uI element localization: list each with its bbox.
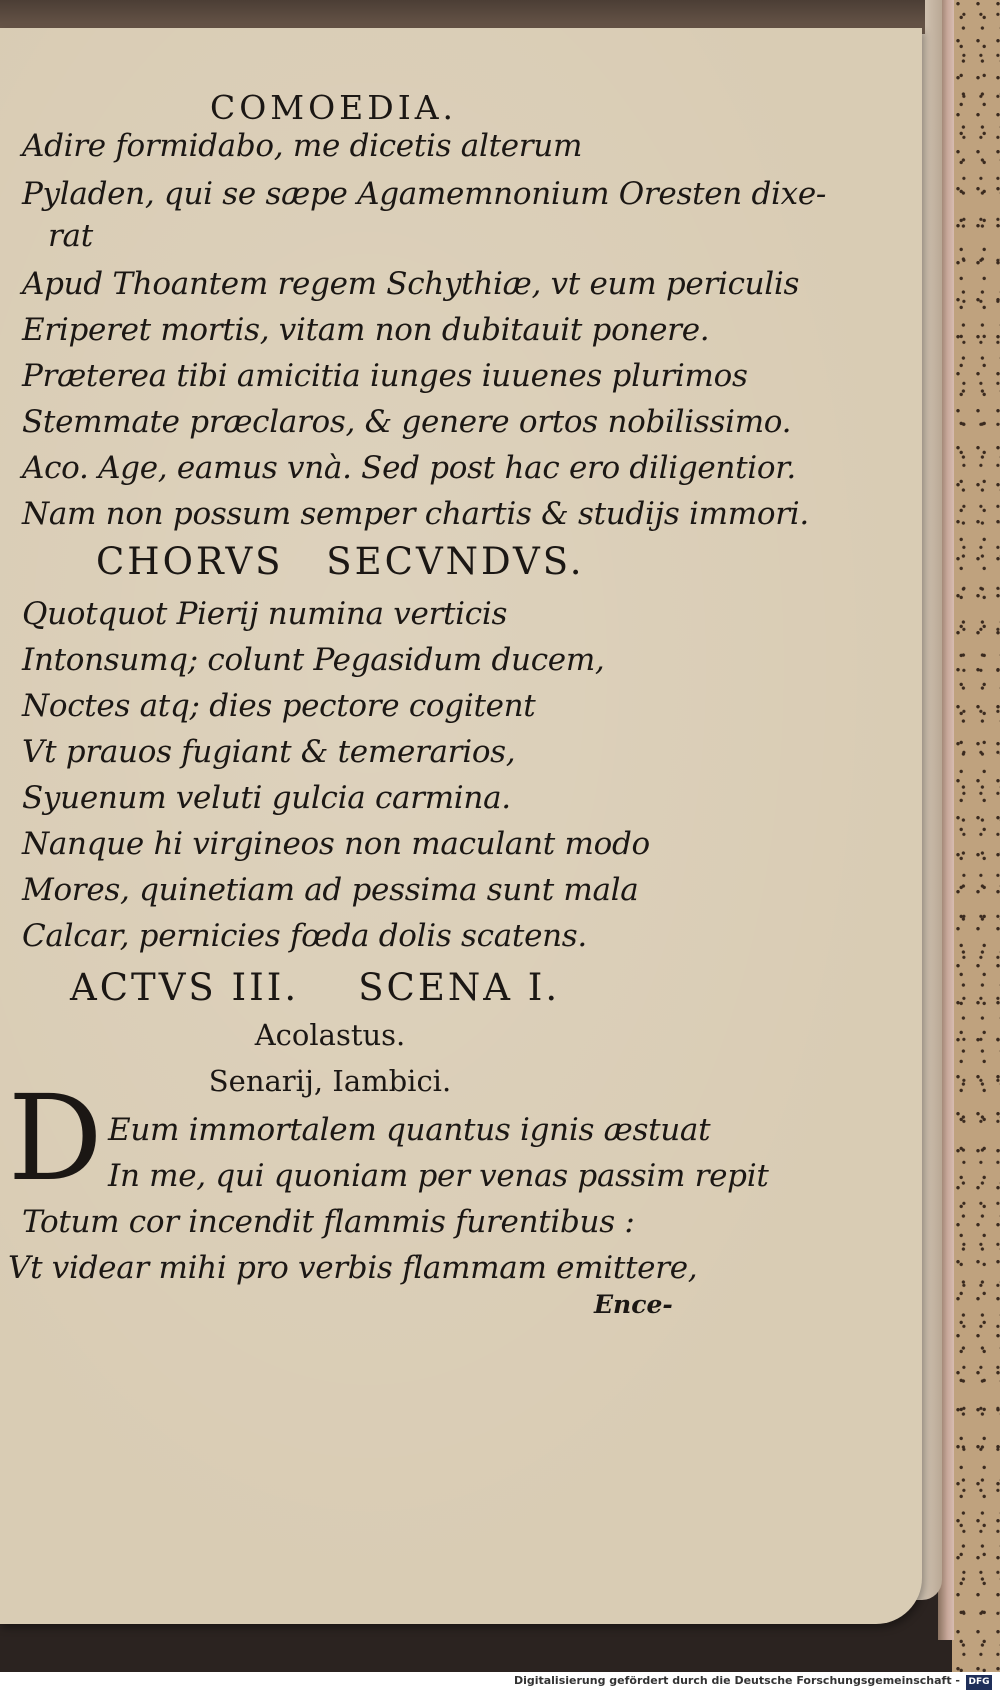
verse-line: Mores, quinetiam ad pessima sunt mala [22, 872, 639, 908]
running-head: COMOEDIA. [210, 88, 458, 127]
verse-line: Aco. Age, eamus vnà. Sed post hac ero diligentior. [22, 450, 796, 486]
verse-line: Intonsumq; colunt Pegasidum ducem, [22, 642, 605, 678]
verse-line: Eriperet mortis, vitam non dubitauit ponere. [22, 312, 710, 348]
verse-line: Nam non possum semper chartis & studijs immori. [22, 496, 809, 532]
act-scene-heading: ACTVS III. SCENA I. [70, 966, 561, 1009]
book-binding [952, 0, 1000, 1695]
verse-line: Apud Thoantem regem Schythiæ, vt eum periculis [22, 266, 800, 302]
verse-line: rat [48, 218, 93, 254]
verse-line: Eum immortalem quantus ignis æstuat [108, 1112, 711, 1148]
verse-line: Syuenum veluti gulcia carmina. [22, 780, 511, 816]
verse-line: Quotquot Pierij numina verticis [22, 596, 508, 632]
verse-line: Stemmate præclaros, & genere ortos nobilissimo. [22, 404, 792, 440]
verse-line: Pyladen, qui se sæpe Agamemnonium Oresten dixe- [22, 176, 827, 212]
verse-line: Noctes atq; dies pectore cogitent [22, 688, 536, 724]
dfg-logo-icon: DFG [966, 1675, 992, 1690]
chorus-heading: CHORVS SECVNDVS. [96, 540, 585, 583]
drop-cap-initial: D [8, 1069, 103, 1207]
verse-line: Totum cor incendit flammis furentibus : [22, 1204, 635, 1240]
verse-line: Vt prauos fugiant & temerarios, [22, 734, 516, 770]
verse-line: Vt videar mihi pro verbis flammam emittere, [8, 1250, 698, 1286]
meter-label: Senarij, Iambici. [208, 1064, 452, 1098]
digitization-footer [0, 1672, 1000, 1695]
verse-line: In me, qui quoniam per venas passim repit [108, 1158, 769, 1194]
speaker-name: Acolastus. [254, 1018, 406, 1052]
verse-line: Calcar, pernicies fœda dolis scatens. [22, 918, 587, 954]
funding-credit: Digitalisierung gefördert durch die Deutsche Forschungsgemeinschaft - [513, 1674, 960, 1687]
book-page [0, 28, 922, 1624]
verse-line: Præterea tibi amicitia iunges iuuenes plurimos [22, 358, 748, 394]
verse-line: Nanque hi virgineos non maculant modo [22, 826, 650, 862]
catchword: Ence- [594, 1290, 673, 1319]
verse-line: Adire formidabo, me dicetis alterum [22, 128, 583, 164]
